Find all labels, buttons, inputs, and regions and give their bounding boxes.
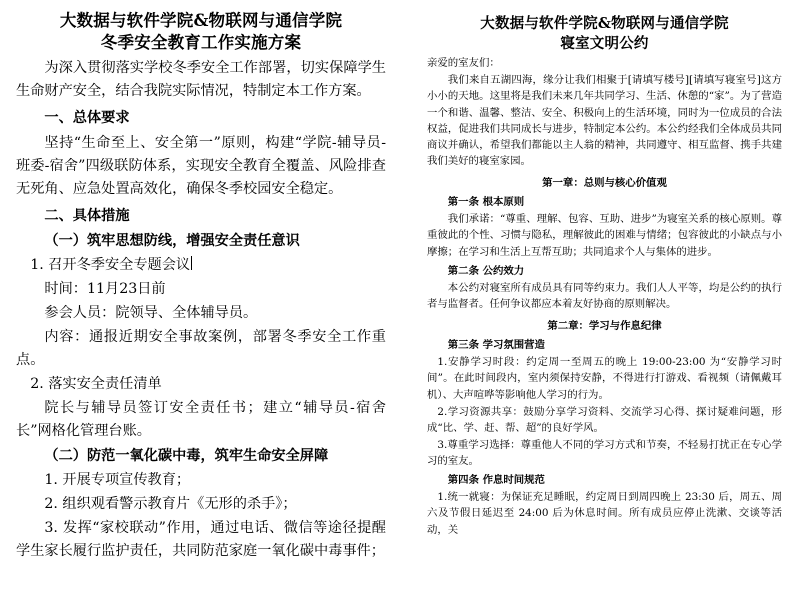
left-section1-heading: 一、总体要求 — [44, 109, 130, 126]
left-subsection2-heading: （二）防范一氧化碳中毒，筑牢生命安全屏障 — [44, 447, 329, 464]
right-article4-item-1: 1.统一就寝：为保证充足睡眠，约定周日到周四晚上 23:30 后，周五、周六及节假日延迟至 24:00 后为休息时间。所有成员应停止洗漱、交谈等活动，关 — [427, 491, 782, 536]
right-article1-title: 第一条 根本原则 — [447, 196, 525, 209]
left-intro-paragraph: 为深入贯彻落实学校冬季安全工作部署，切实保障学生生命财产安全，结合我院实际情况，特制定本工作方案。 — [16, 59, 386, 99]
left-document-body — [16, 57, 386, 563]
left-document-title — [16, 10, 386, 55]
right-document-page — [400, 0, 800, 600]
right-article1-body: 我们承诺：“尊重、理解、包容、互助、进步”为寝室关系的核心原则。尊重彼此的个性、习惯与隐私，理解彼此的困难与情绪；包容彼此的小缺点与小摩擦；在学习和生活上互帮互助；共同追求个人与集体的进步。 — [427, 213, 782, 258]
right-article4-title: 第四条 作息时间规范 — [447, 474, 545, 487]
right-article2-body: 本公约对寝室所有成员具有同等约束力。我们人人平等，均是公约的执行者与监督者。任何争议都应本着友好协商的原则解决。 — [427, 281, 782, 310]
right-document-body — [427, 55, 782, 538]
left-section2-heading: 二、具体措施 — [44, 207, 130, 224]
left-subsection1-heading: （一）筑牢思想防线，增强安全责任意识 — [44, 232, 300, 249]
left-item-5: 3. 发挥“家校联动”作用，通过电话、微信等途径提醒学生家长履行监护责任，共同防范家庭一氧化碳中毒事件； — [16, 519, 386, 559]
text-cursor — [191, 256, 192, 270]
left-title-line-1: 大数据与软件学院&物联网与通信学院 — [59, 11, 343, 30]
left-title-line-2: 冬季安全教育工作实施方案 — [100, 33, 302, 53]
left-item-2-body: 院长与辅导员签订安全责任书；建立“辅导员-宿舍长”网格化管理台账。 — [16, 399, 386, 439]
right-chapter1-title: 第一章：总则与核心价值观 — [542, 177, 667, 189]
right-title-line-2: 寝室文明公约 — [560, 34, 649, 52]
right-chapter2-title: 第二章：学习与作息纪律 — [547, 320, 662, 332]
left-item-1-time: 时间：11月23日前 — [44, 280, 166, 297]
left-item-1-attendees: 参会人员：院领导、全体辅导员。 — [44, 304, 258, 321]
left-item-1 — [16, 254, 386, 277]
right-preamble: 我们来自五湖四海，缘分让我们相聚于[请填写楼号][请填写寝室号]这方小小的天地。这里将是我们未来几年共同学习、生活、休憩的“家”。为了营造一个和谐、温馨、整洁、安全、积极向上的生活环境，同时为一位成员的合法权益，促进我们共同成长与进步，特制定本公约。本公约经我们全体成员共同商议并确认，希望我们都能以主人翁的精神，共同遵守、相互监督、携手共建我们美好的寝室家园。 — [427, 74, 782, 167]
right-salutation: 亲爱的室友们： — [427, 57, 500, 70]
left-section1-body: 坚持“生命至上、安全第一”原则，构建“学院-辅导员-班委-宿舍”四级联防体系，实现安全教育全覆盖、风险排查无死角、应急处置高效化，确保冬季校园安全稳定。 — [16, 134, 386, 197]
left-item-1-content: 内容：通报近期安全事故案例，部署冬季安全工作重点。 — [16, 328, 386, 368]
left-item-4: 2. 组织观看警示教育片《无形的杀手》； — [44, 495, 297, 512]
right-article3-item-1: 1.安静学习时段：约定周一至周五的晚上 19:00-23:00 为“安静学习时间”。在此时间段内，室内须保持安静，不得进行打游戏、看视频（请佩戴耳机）、大声喧哗等影响他人学习的行为。 — [427, 356, 782, 401]
right-article3-item-3: 3.尊重学习选择：尊重他人不同的学习方式和节奏，不轻易打扰正在专心学习的室友。 — [427, 438, 782, 467]
left-item-2: 2. 落实安全责任清单 — [30, 375, 162, 392]
left-item-3: 1. 开展专项宣传教育； — [44, 471, 191, 488]
right-article3-item-2: 2.学习资源共享：鼓励分享学习资料、交流学习心得、探讨疑难问题，形成“比、学、赶、帮、超”的良好学风。 — [427, 405, 782, 434]
right-article3-title: 第三条 学习氛围营造 — [447, 339, 545, 352]
left-item-1-text: 1. 召开冬季安全专题会议 — [30, 256, 191, 273]
right-title-line-1: 大数据与软件学院&物联网与通信学院 — [480, 15, 729, 32]
right-article2-title: 第二条 公约效力 — [447, 264, 525, 277]
right-document-title — [427, 14, 782, 53]
